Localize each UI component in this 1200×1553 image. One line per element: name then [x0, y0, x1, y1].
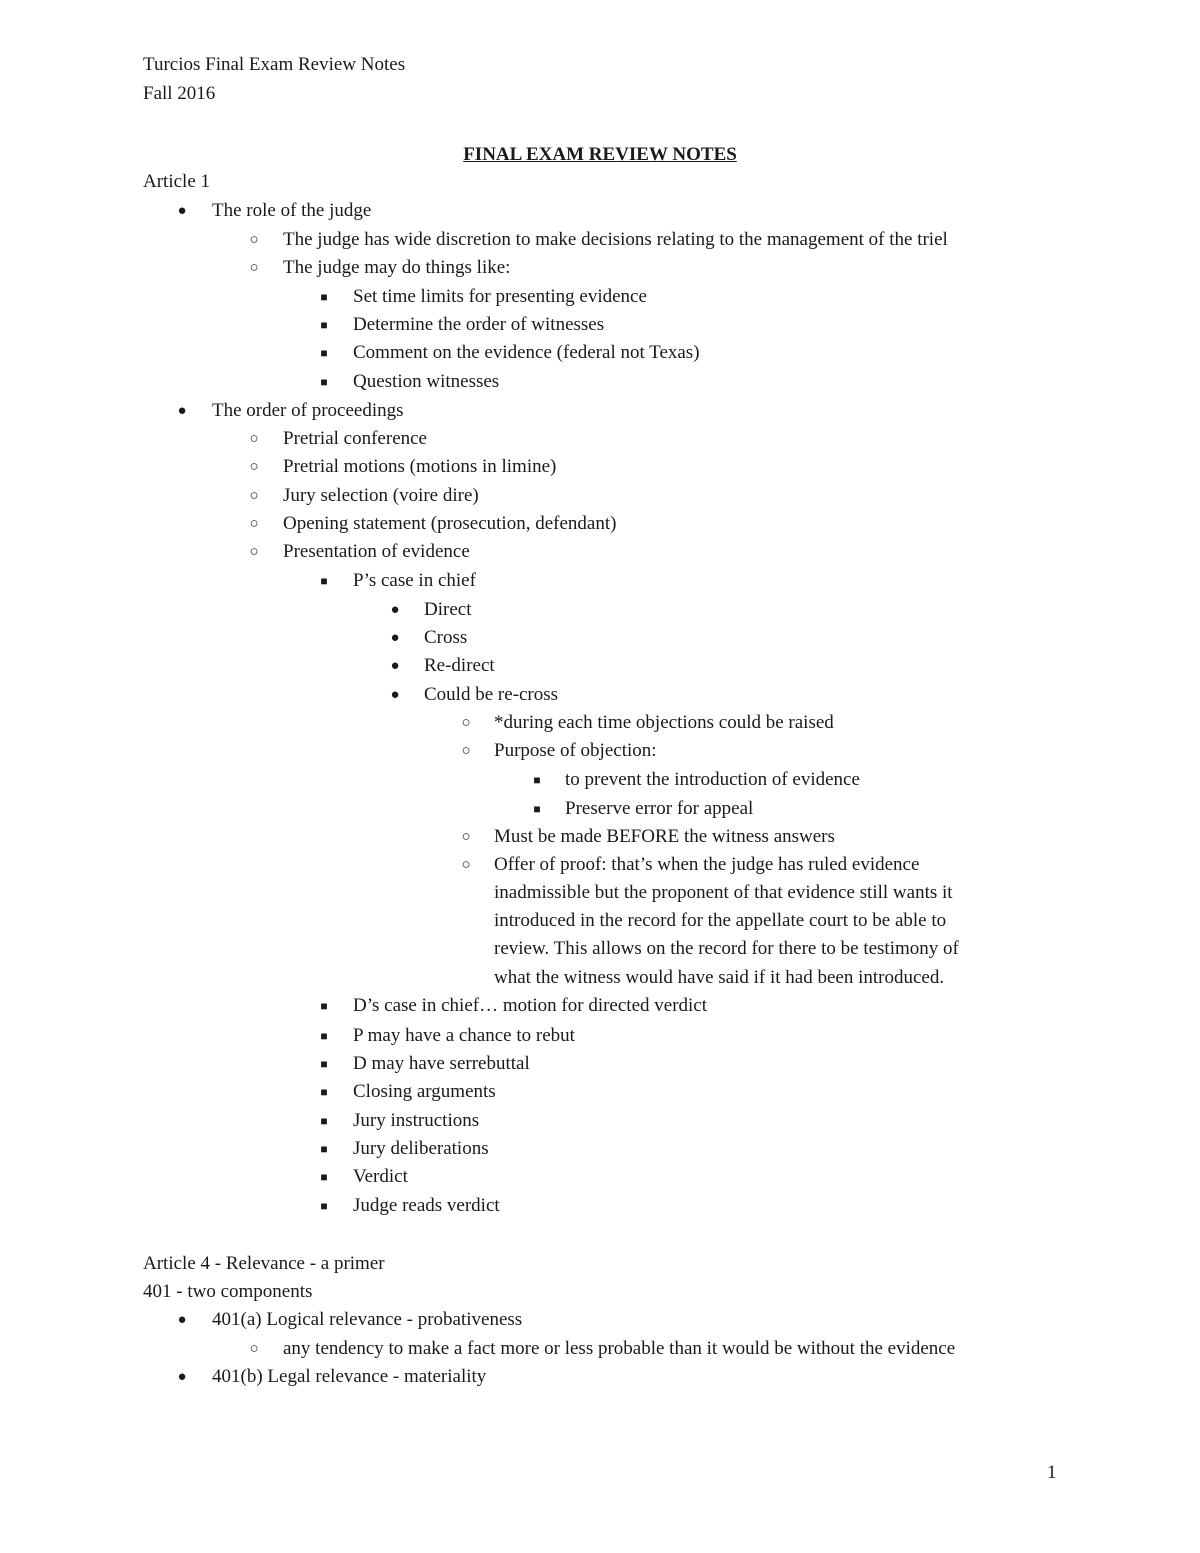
bullet-square-icon: ■: [320, 346, 328, 360]
list-item: D may have serrebuttal: [353, 1053, 530, 1074]
list-item: Purpose of objection:: [494, 740, 657, 761]
list-item-continuation: review. This allows on the record for there to be testimony of: [494, 938, 959, 959]
bullet-disc-icon: ●: [390, 658, 400, 674]
list-item: Comment on the evidence (federal not Texas): [353, 342, 700, 363]
list-item: The judge may do things like:: [283, 257, 511, 278]
list-item: Jury deliberations: [353, 1138, 489, 1159]
list-item: 401(a) Logical relevance - probativeness: [212, 1309, 523, 1330]
bullet-square-icon: ■: [320, 1085, 328, 1099]
bullet-square-icon: ■: [320, 1057, 328, 1071]
bullet-square-icon: ■: [320, 574, 328, 588]
bullet-square-icon: ■: [320, 1142, 328, 1156]
bullet-disc-icon: ●: [177, 203, 187, 219]
list-item: Presentation of evidence: [283, 541, 470, 562]
bullet-square-icon: ■: [320, 1170, 328, 1184]
list-item: D’s case in chief… motion for directed verdict: [353, 995, 708, 1016]
bullet-disc-icon: ●: [390, 630, 400, 646]
bullet-disc-icon: ●: [177, 1369, 187, 1385]
list-item: Closing arguments: [353, 1081, 496, 1102]
list-item: Must be made BEFORE the witness answers: [494, 826, 835, 847]
section-heading-article-1: Article 1: [143, 171, 211, 192]
bullet-circle-icon: ○: [461, 829, 471, 845]
list-item: Re-direct: [424, 655, 495, 676]
document-title: FINAL EXAM REVIEW NOTES: [463, 144, 737, 165]
list-item: Set time limits for presenting evidence: [353, 286, 647, 307]
list-item-continuation: inadmissible but the proponent of that evidence still wants it: [494, 882, 953, 903]
bullet-square-icon: ■: [320, 1029, 328, 1043]
list-item: Jury instructions: [353, 1110, 480, 1131]
bullet-disc-icon: ●: [390, 687, 400, 703]
bullet-circle-icon: ○: [249, 516, 259, 532]
list-item: P may have a chance to rebut: [353, 1025, 575, 1046]
bullet-circle-icon: ○: [461, 743, 471, 759]
header-term: Fall 2016: [143, 83, 216, 104]
list-item: Pretrial conference: [283, 428, 427, 449]
header-course-title: Turcios Final Exam Review Notes: [143, 54, 406, 75]
list-item: Pretrial motions (motions in limine): [283, 456, 557, 477]
list-item: The order of proceedings: [212, 400, 404, 421]
list-item: *during each time objections could be raised: [494, 712, 834, 733]
bullet-square-icon: ■: [320, 1199, 328, 1213]
list-item: Preserve error for appeal: [565, 798, 754, 819]
bullet-circle-icon: ○: [461, 715, 471, 731]
bullet-square-icon: ■: [320, 999, 328, 1013]
list-item: Question witnesses: [353, 371, 500, 392]
page-number: 1: [1047, 1462, 1057, 1483]
bullet-square-icon: ■: [320, 1114, 328, 1128]
list-item: any tendency to make a fact more or less probable than it would be without the evidence: [283, 1338, 956, 1359]
bullet-circle-icon: ○: [249, 488, 259, 504]
section-subheading: 401 - two components: [143, 1281, 313, 1302]
bullet-circle-icon: ○: [249, 1341, 259, 1357]
bullet-square-icon: ■: [320, 318, 328, 332]
list-item-continuation: what the witness would have said if it had been introduced.: [494, 967, 945, 988]
list-item: Determine the order of witnesses: [353, 314, 605, 335]
bullet-square-icon: ■: [320, 375, 328, 389]
list-item-continuation: introduced in the record for the appellate court to be able to: [494, 910, 947, 931]
list-item: Verdict: [353, 1166, 408, 1187]
list-item: The role of the judge: [212, 200, 372, 221]
section-heading-article-4: Article 4 - Relevance - a primer: [143, 1253, 385, 1274]
bullet-disc-icon: ●: [390, 602, 400, 618]
list-item: The judge has wide discretion to make decisions relating to the management of the triel: [283, 229, 948, 250]
bullet-circle-icon: ○: [249, 544, 259, 560]
list-item: 401(b) Legal relevance - materiality: [212, 1366, 487, 1387]
bullet-disc-icon: ●: [177, 1312, 187, 1328]
list-item: to prevent the introduction of evidence: [565, 769, 860, 790]
bullet-square-icon: ■: [533, 773, 541, 787]
list-item: Could be re-cross: [424, 684, 559, 705]
list-item: Offer of proof: that’s when the judge has ruled evidence: [494, 854, 920, 875]
list-item: Cross: [424, 627, 468, 648]
list-item: Jury selection (voire dire): [283, 485, 479, 506]
list-item: Opening statement (prosecution, defendant): [283, 513, 617, 534]
bullet-square-icon: ■: [320, 290, 328, 304]
bullet-circle-icon: ○: [461, 857, 471, 873]
bullet-circle-icon: ○: [249, 431, 259, 447]
page-header: [143, 50, 405, 108]
bullet-circle-icon: ○: [249, 459, 259, 475]
bullet-disc-icon: ●: [177, 403, 187, 419]
list-item: Direct: [424, 599, 472, 620]
bullet-circle-icon: ○: [249, 260, 259, 276]
list-item: P’s case in chief: [353, 570, 476, 591]
bullet-circle-icon: ○: [249, 232, 259, 248]
bullet-square-icon: ■: [533, 802, 541, 816]
list-item: Judge reads verdict: [353, 1195, 500, 1216]
